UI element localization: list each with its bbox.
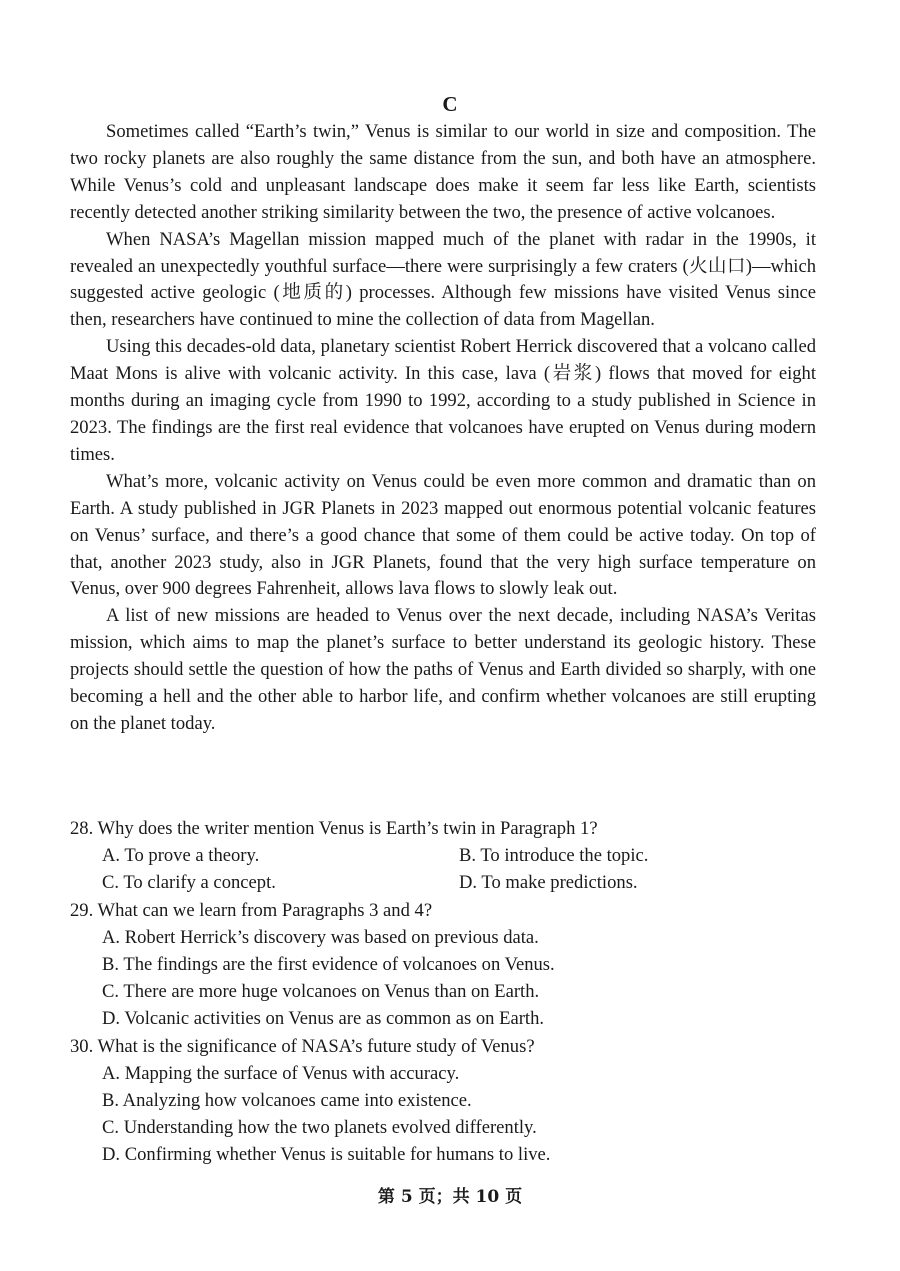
option-c: C. There are more huge volcanoes on Venus than on Earth. — [102, 981, 540, 1003]
option-c: C. Understanding how the two planets evolved differently. — [102, 1117, 537, 1139]
reading-passage — [70, 119, 816, 738]
question-stem: 30. What is the significance of NASA’s future study of Venus? — [70, 1035, 535, 1057]
question-30 — [70, 1033, 816, 1169]
passage-paragraph: What’s more, volcanic activity on Venus could be even more common and dramatic than on Earth. A study published in JGR Planets in 2023 mapped out enormous potential volcanic features on Venus’ surface, and there’s a good chance that some of them could be active today. On top of that, another 2023 study, also in JGR Planets, found that the very high surface temperature on Venus, over 900 degrees Fahrenheit, allows lava flows to slowly leak out. — [70, 470, 816, 600]
passage-paragraph: When NASA’s Magellan mission mapped much of the planet with radar in the 1990s, it revealed an unexpectedly youthful surface—there were surprisingly a few craters (火山口)—which suggested active geologic (地质的) processes. Although few missions have visited Venus since then, researchers have continued to mine the collection of data from Magellan. — [70, 228, 816, 331]
option-b: B. To introduce the topic. — [459, 845, 649, 867]
question-list — [70, 815, 816, 1169]
option-b: B. The findings are the first evidence of volcanoes on Venus. — [102, 954, 555, 976]
passage-paragraph: A list of new missions are headed to Venus over the next decade, including NASA’s Veritas mission, which aims to map the planet’s surface to better understand its geologic history. These projects should settle the question of how the paths of Venus and Earth divided so sharply, with one becoming a hell and the other able to harbor life, and confirm whether volcanoes are still erupting on the planet today. — [70, 605, 816, 734]
option-d: D. Confirming whether Venus is suitable for humans to live. — [102, 1144, 551, 1166]
section-heading: C — [442, 92, 458, 116]
passage-paragraph: Using this decades-old data, planetary scientist Robert Herrick discovered that a volcano called Maat Mons is alive with volcanic activity. In this case, lava (岩浆) flows that moved for eight months during an imaging cycle from 1990 to 1992, according to a study published in Science in 2023. The findings are the first real evidence that volcanoes have erupted on Venus during modern times. — [70, 336, 816, 465]
question-stem: 29. What can we learn from Paragraphs 3 and 4? — [70, 899, 433, 921]
option-a: A. Robert Herrick’s discovery was based on previous data. — [102, 926, 539, 948]
option-a: A. Mapping the surface of Venus with accuracy. — [102, 1062, 460, 1084]
question-28 — [70, 815, 816, 897]
answer-options — [70, 924, 816, 1033]
question-stem: 28. Why does the writer mention Venus is Earth’s twin in Paragraph 1? — [70, 818, 598, 839]
page-number-footer: 第 5 页；共 10 页 — [377, 1187, 523, 1207]
passage-paragraph: Sometimes called “Earth’s twin,” Venus is similar to our world in size and composition. The two rocky planets are also roughly the same distance from the sun, and both have an atmosphere. While Venus’s cold and unpleasant landscape does make it seem far less like Earth, scientists recently detected another striking similarity between the two, the presence of active volcanoes. — [70, 121, 816, 223]
option-d: D. Volcanic activities on Venus are as common as on Earth. — [102, 1008, 545, 1030]
option-c: C. To clarify a concept. — [102, 872, 276, 894]
question-29 — [70, 897, 816, 1033]
option-a: A. To prove a theory. — [102, 845, 260, 867]
option-b: B. Analyzing how volcanoes came into existence. — [102, 1090, 472, 1112]
answer-options — [70, 1060, 816, 1169]
answer-options — [70, 842, 816, 896]
option-d: D. To make predictions. — [459, 872, 638, 894]
